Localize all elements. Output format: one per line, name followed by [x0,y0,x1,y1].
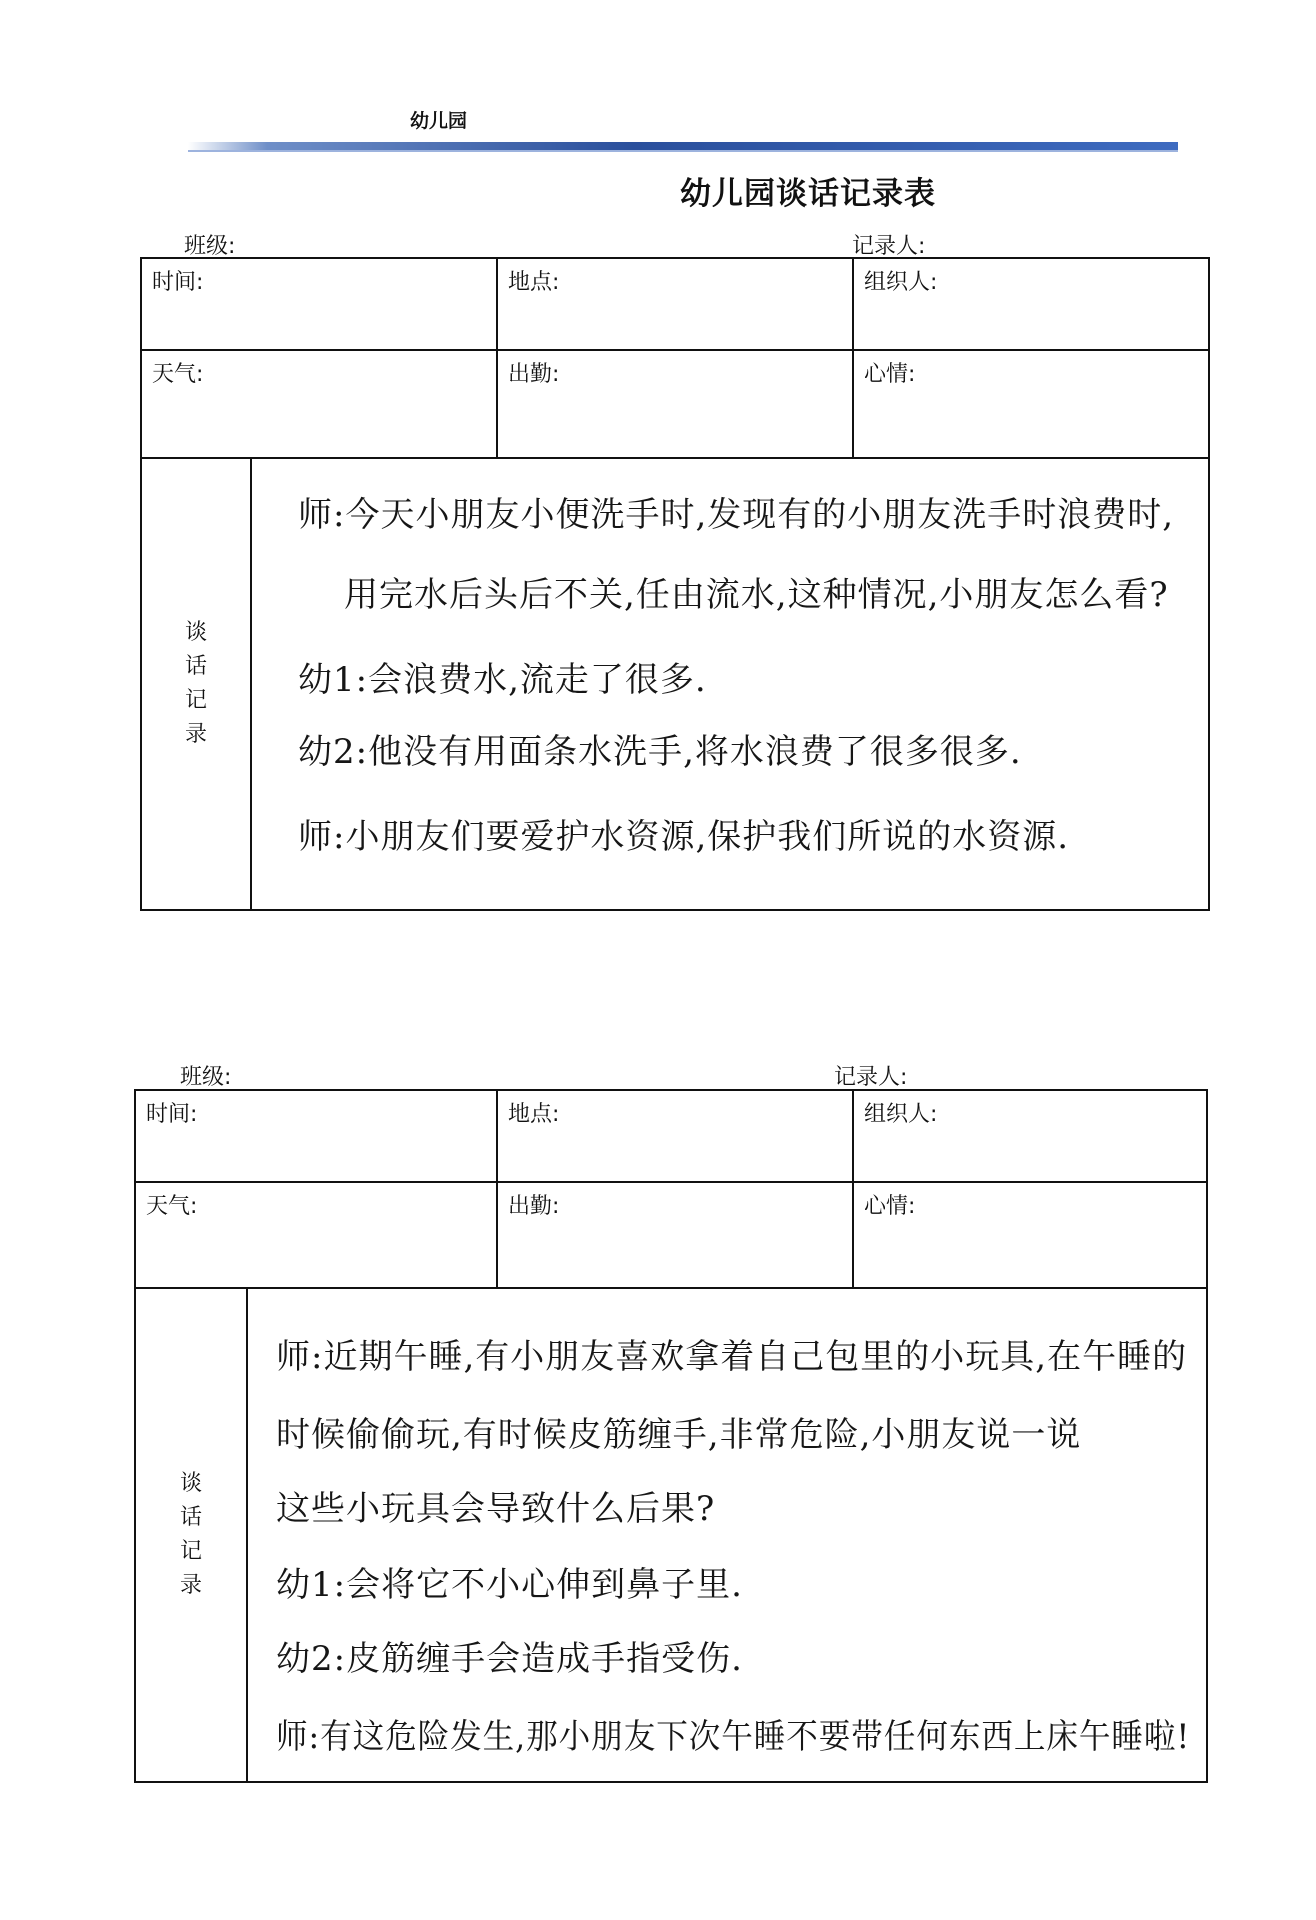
handwritten-line: 师:近期午睡,有小朋友喜欢拿着自己包里的小玩具,在午睡的 [276,1337,1188,1377]
mood-cell [853,1182,1207,1288]
mood-cell [853,350,1209,458]
attendance-cell [497,350,853,458]
handwritten-line: 幼2:皮筋缠手会造成手指受伤. [276,1639,743,1679]
place-cell [497,1090,853,1182]
document-title: 幼儿园谈话记录表 [680,176,936,212]
handwritten-line: 这些小玩具会导致什么后果? [276,1489,716,1529]
organizer-cell [853,258,1209,350]
time-label: 时间: [146,1102,198,1127]
mood-label: 心情: [864,362,916,387]
mood-label: 心情: [864,1194,916,1219]
handwritten-line: 幼2:他没有用面条水洗手,将水浪费了很多很多. [298,732,1022,772]
weather-label: 天气: [152,362,204,387]
attendance-cell [497,1182,853,1288]
time-label: 时间: [152,270,204,295]
handwritten-line: 师:小朋友们要爱护水资源,保护我们所说的水资源. [298,817,1070,857]
talk-label-char: 话 [184,654,207,679]
talk-label-char: 话 [179,1505,202,1530]
talk-label-char: 谈 [179,1471,202,1496]
organizer-label: 组织人: [864,1102,938,1127]
place-label: 地点: [508,1102,560,1127]
place-label: 地点: [508,270,560,295]
attendance-label: 出勤: [508,362,560,387]
class-label: 班级: [180,1065,232,1090]
weather-cell [141,350,497,458]
time-cell [135,1090,497,1182]
time-cell [141,258,497,350]
talk-record-label [141,458,251,910]
weather-cell [135,1182,497,1288]
talk-record-content [251,458,1209,910]
talk-label-char: 记 [184,688,207,713]
organizer-label: 组织人: [864,270,938,295]
place-cell [497,258,853,350]
talk-label-char: 录 [179,1573,202,1598]
record-table [140,257,1210,911]
talk-label-char: 记 [179,1539,202,1564]
talk-record-label [135,1288,247,1782]
talk-record-content [247,1288,1207,1782]
recorder-label: 记录人: [852,234,926,259]
handwritten-line: 用完水后头后不关,任由流水,这种情况,小朋友怎么看? [344,575,1169,615]
handwritten-line: 师:今天小朋友小便洗手时,发现有的小朋友洗手时浪费时, [298,495,1175,535]
handwritten-line: 时候偷偷玩,有时候皮筋缠手,非常危险,小朋友说一说 [276,1415,1082,1455]
attendance-label: 出勤: [508,1194,560,1219]
handwritten-line: 师:有这危险发生,那小朋友下次午睡不要带任何东西上床午睡啦! [276,1717,1191,1757]
class-label: 班级: [184,234,236,259]
handwritten-line: 幼1:会将它不小心伸到鼻子里. [276,1565,743,1605]
handwritten-line: 幼1:会浪费水,流走了很多. [298,660,707,700]
talk-label-char: 录 [184,722,207,747]
recorder-label: 记录人: [834,1065,908,1090]
organizer-cell [853,1090,1207,1182]
school-header: 幼儿园 [410,110,468,132]
header-divider [188,142,1178,152]
record-table [134,1089,1208,1783]
weather-label: 天气: [146,1194,198,1219]
talk-label-char: 谈 [184,620,207,645]
